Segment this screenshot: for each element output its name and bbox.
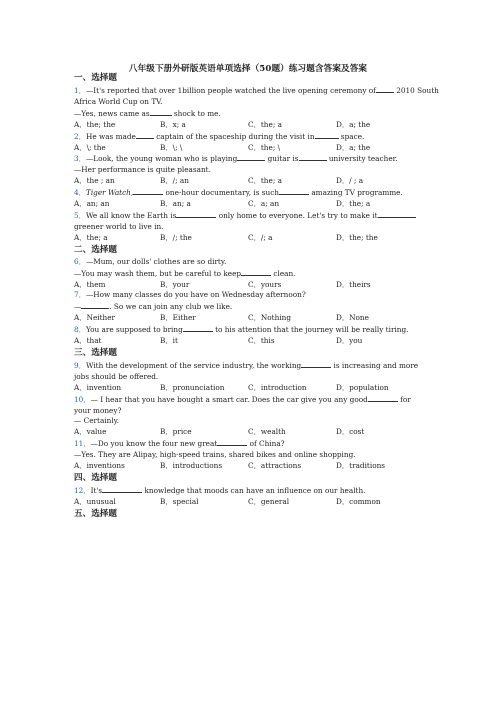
answer-options xyxy=(74,280,426,291)
question-number: 11． xyxy=(74,439,91,449)
answer-blank[interactable] xyxy=(301,360,331,368)
answer-option[interactable]: D．a; the xyxy=(336,142,371,152)
question-line xyxy=(74,416,426,427)
answer-options xyxy=(74,176,426,187)
question-text: —You may wash them, but be careful to keep xyxy=(74,268,242,278)
answer-option[interactable]: C．general xyxy=(248,496,290,506)
answer-option[interactable]: C．a; an xyxy=(248,199,280,209)
answer-option[interactable]: B．introductions xyxy=(160,461,223,471)
answer-blank[interactable] xyxy=(299,153,327,161)
section-heading: 五、选择题 xyxy=(74,508,117,519)
question-text-tail: clean. xyxy=(271,268,296,278)
answer-blank[interactable] xyxy=(183,324,213,332)
answer-blank[interactable] xyxy=(315,131,339,139)
question-text: your money? xyxy=(74,405,122,415)
section-heading: 四、选择题 xyxy=(74,473,117,483)
question-text: He was made xyxy=(85,131,136,141)
answer-options xyxy=(74,461,426,472)
question-line xyxy=(74,257,426,268)
question-text: You are supposed to bring xyxy=(85,325,183,335)
question-number: 6． xyxy=(74,256,86,266)
question-line xyxy=(74,153,426,165)
question-text: —Her performance is quite pleasant. xyxy=(74,165,211,175)
question-text-tail: guitar is xyxy=(265,154,299,164)
question-line xyxy=(74,406,426,417)
question-line xyxy=(74,210,426,222)
answer-blank[interactable] xyxy=(150,108,172,116)
question-number: 12． xyxy=(74,486,91,495)
question-text: Africa World Cup on TV. xyxy=(74,96,163,106)
answer-option[interactable]: D．you xyxy=(336,336,363,346)
answer-blank[interactable] xyxy=(368,394,398,402)
answer-option[interactable]: B．an; a xyxy=(160,199,191,209)
answer-blank[interactable] xyxy=(81,301,109,309)
question-line xyxy=(74,394,426,406)
answer-option[interactable]: B．price xyxy=(160,427,192,437)
answer-option[interactable]: A．inventions xyxy=(74,461,125,471)
question-text: —It's reported that over 1billion people watched the live opening ceremony of xyxy=(85,86,376,95)
question-text: With the development of the service industry, the working xyxy=(85,360,302,370)
answer-option[interactable]: B．it xyxy=(160,336,178,346)
answer-option[interactable]: A．\; the xyxy=(74,142,106,152)
answer-option[interactable]: C．attractions xyxy=(248,461,302,471)
question-text: —How many classes do you have on Wednesday afternoon? xyxy=(85,290,306,300)
question-text: — xyxy=(74,302,82,312)
answer-option[interactable]: C．the; a xyxy=(248,119,282,129)
section-heading: 二、选择题 xyxy=(74,244,117,255)
answer-option[interactable]: A．invention xyxy=(74,382,122,392)
question-number: 1． xyxy=(74,86,86,95)
question-text-tail: shock to me. xyxy=(171,108,221,118)
answer-option[interactable]: D．/ ; a xyxy=(336,176,364,186)
question-number: 4． xyxy=(74,188,86,198)
question-text: — I hear that you have bought a smart car. Does the car give you any good xyxy=(90,394,368,404)
answer-blank[interactable] xyxy=(133,187,163,195)
question-line xyxy=(74,97,426,108)
question-text: —Yes. They are Alipay, high-speed trains, shared bikes and online shopping. xyxy=(74,450,356,460)
answer-option[interactable]: D．a; the xyxy=(336,119,371,129)
answer-option[interactable]: A．the; the xyxy=(74,119,116,129)
answer-option[interactable]: C．wealth xyxy=(248,427,286,437)
question-text-tail: space. xyxy=(338,131,365,141)
question-text-tail: for xyxy=(397,394,411,404)
answer-option[interactable]: B．/; the xyxy=(160,232,192,242)
question-text-tail: university teacher. xyxy=(326,154,398,164)
question-text: We all know the Earth is xyxy=(85,210,177,220)
answer-option[interactable]: A．them xyxy=(74,279,106,289)
answer-options xyxy=(74,427,426,438)
question-number: 10． xyxy=(74,394,91,404)
answer-option[interactable]: D．traditions xyxy=(336,461,386,471)
answer-options xyxy=(74,336,426,347)
answer-option[interactable]: B．your xyxy=(160,279,190,289)
question-text-tail: amazing TV programme. xyxy=(309,188,403,198)
question-line xyxy=(74,165,426,176)
answer-option[interactable]: C．this xyxy=(248,336,275,346)
question-text-tail: captain of the spaceship during the visit in xyxy=(153,131,315,141)
question-number: 7． xyxy=(74,290,86,300)
answer-blank[interactable] xyxy=(241,268,271,276)
answer-option[interactable]: C．Nothing xyxy=(248,313,291,323)
answer-blank[interactable] xyxy=(378,210,416,218)
question-line xyxy=(74,268,426,280)
answer-blank[interactable] xyxy=(376,85,394,93)
question-line xyxy=(74,450,426,461)
answer-blank[interactable] xyxy=(237,153,265,161)
question-line xyxy=(74,131,426,143)
answer-options xyxy=(74,143,426,154)
answer-option[interactable]: C．/; a xyxy=(248,232,273,242)
question-line xyxy=(74,372,426,383)
answer-option[interactable]: C．the; \ xyxy=(248,142,281,152)
answer-options xyxy=(74,313,426,324)
answer-options xyxy=(74,383,426,394)
section-heading: 一、选择题 xyxy=(74,73,117,83)
question-text-tail: to his attention that the journey will be really tiring. xyxy=(212,325,409,335)
section-heading: 三、选择题 xyxy=(74,347,117,358)
answer-option[interactable]: D．cost xyxy=(336,427,365,437)
answer-option[interactable]: D．the; the xyxy=(336,232,378,242)
question-text: —Mum, our dolls' clothes are so dirty. xyxy=(85,256,227,266)
answer-option[interactable]: A．value xyxy=(74,427,107,437)
question-line xyxy=(74,290,426,301)
answer-blank[interactable] xyxy=(279,187,309,195)
question-text-tail: 2010 South xyxy=(393,86,439,95)
question-line xyxy=(74,301,426,313)
question-number: 3． xyxy=(74,154,86,164)
question-text: Tiger Watch, xyxy=(85,188,134,198)
question-list xyxy=(74,72,439,521)
question-line xyxy=(74,324,426,336)
question-line xyxy=(74,187,426,199)
answer-option[interactable]: A．unusual xyxy=(74,496,116,506)
question-text-tail: one-hour documentary, is such xyxy=(163,188,279,198)
question-text-tail: only home to everyone. Let's try to make it xyxy=(216,210,378,220)
question-text: —Yes, news came as xyxy=(74,108,150,118)
question-line xyxy=(74,438,426,450)
question-number: 2． xyxy=(74,131,86,141)
answer-option[interactable]: D．None xyxy=(336,313,369,323)
answer-option[interactable]: A．an; an xyxy=(74,199,110,209)
answer-options xyxy=(74,497,426,508)
answer-option[interactable]: D．the; a xyxy=(336,199,371,209)
document-title: 八年级下册外研版英语单项选择（50题）练习题含答案及答案 xyxy=(128,64,368,74)
question-number: 5． xyxy=(74,210,86,220)
answer-option[interactable]: D．theirs xyxy=(336,279,371,289)
answer-option[interactable]: C．introduction xyxy=(248,382,307,392)
answer-option[interactable]: B．pronunciation xyxy=(160,382,225,392)
answer-option[interactable]: B．Either xyxy=(160,313,196,323)
question-number: 9． xyxy=(74,360,86,370)
question-text: It's xyxy=(90,486,103,495)
answer-option[interactable]: B．/; an xyxy=(160,176,189,186)
answer-options xyxy=(74,233,426,244)
answer-blank[interactable] xyxy=(136,131,154,139)
question-line xyxy=(74,108,426,120)
question-text: — Certainly. xyxy=(74,416,120,426)
answer-option[interactable]: A．the ; an xyxy=(74,176,115,186)
question-text: —Do you know the four new great xyxy=(90,439,218,449)
answer-blank[interactable] xyxy=(102,485,142,493)
answer-blank[interactable] xyxy=(176,210,216,218)
question-line xyxy=(74,85,439,97)
answer-option[interactable]: B．\; \ xyxy=(160,142,183,152)
answer-option[interactable]: D．common xyxy=(336,496,381,506)
question-line xyxy=(74,485,426,497)
answer-option[interactable]: D．population xyxy=(336,382,389,392)
answer-option[interactable]: C．the; a xyxy=(248,176,282,186)
question-text-tail: of China? xyxy=(247,439,285,449)
answer-blank[interactable] xyxy=(217,438,247,446)
answer-option[interactable]: A．the; a xyxy=(74,232,108,242)
question-text: jobs should be offered. xyxy=(74,371,159,381)
question-line xyxy=(74,222,426,233)
question-text: —Look, the young woman who is playing xyxy=(85,154,238,164)
question-text-tail: is increasing and more xyxy=(331,360,419,370)
answer-options xyxy=(74,120,426,131)
answer-option[interactable]: A．Neither xyxy=(74,313,116,323)
answer-option[interactable]: B．x; a xyxy=(160,119,186,129)
answer-option[interactable]: B．special xyxy=(160,496,199,506)
answer-option[interactable]: A．that xyxy=(74,336,102,346)
answer-options xyxy=(74,199,426,210)
question-text-tail: knowledge that moods can have an influence on our health. xyxy=(142,486,366,495)
answer-option[interactable]: C．yours xyxy=(248,279,282,289)
question-text: greener world to live in. xyxy=(74,221,164,231)
question-number: 8． xyxy=(74,325,86,335)
question-text-tail: . So we can join any club we like. xyxy=(109,302,233,312)
question-line xyxy=(74,360,426,372)
